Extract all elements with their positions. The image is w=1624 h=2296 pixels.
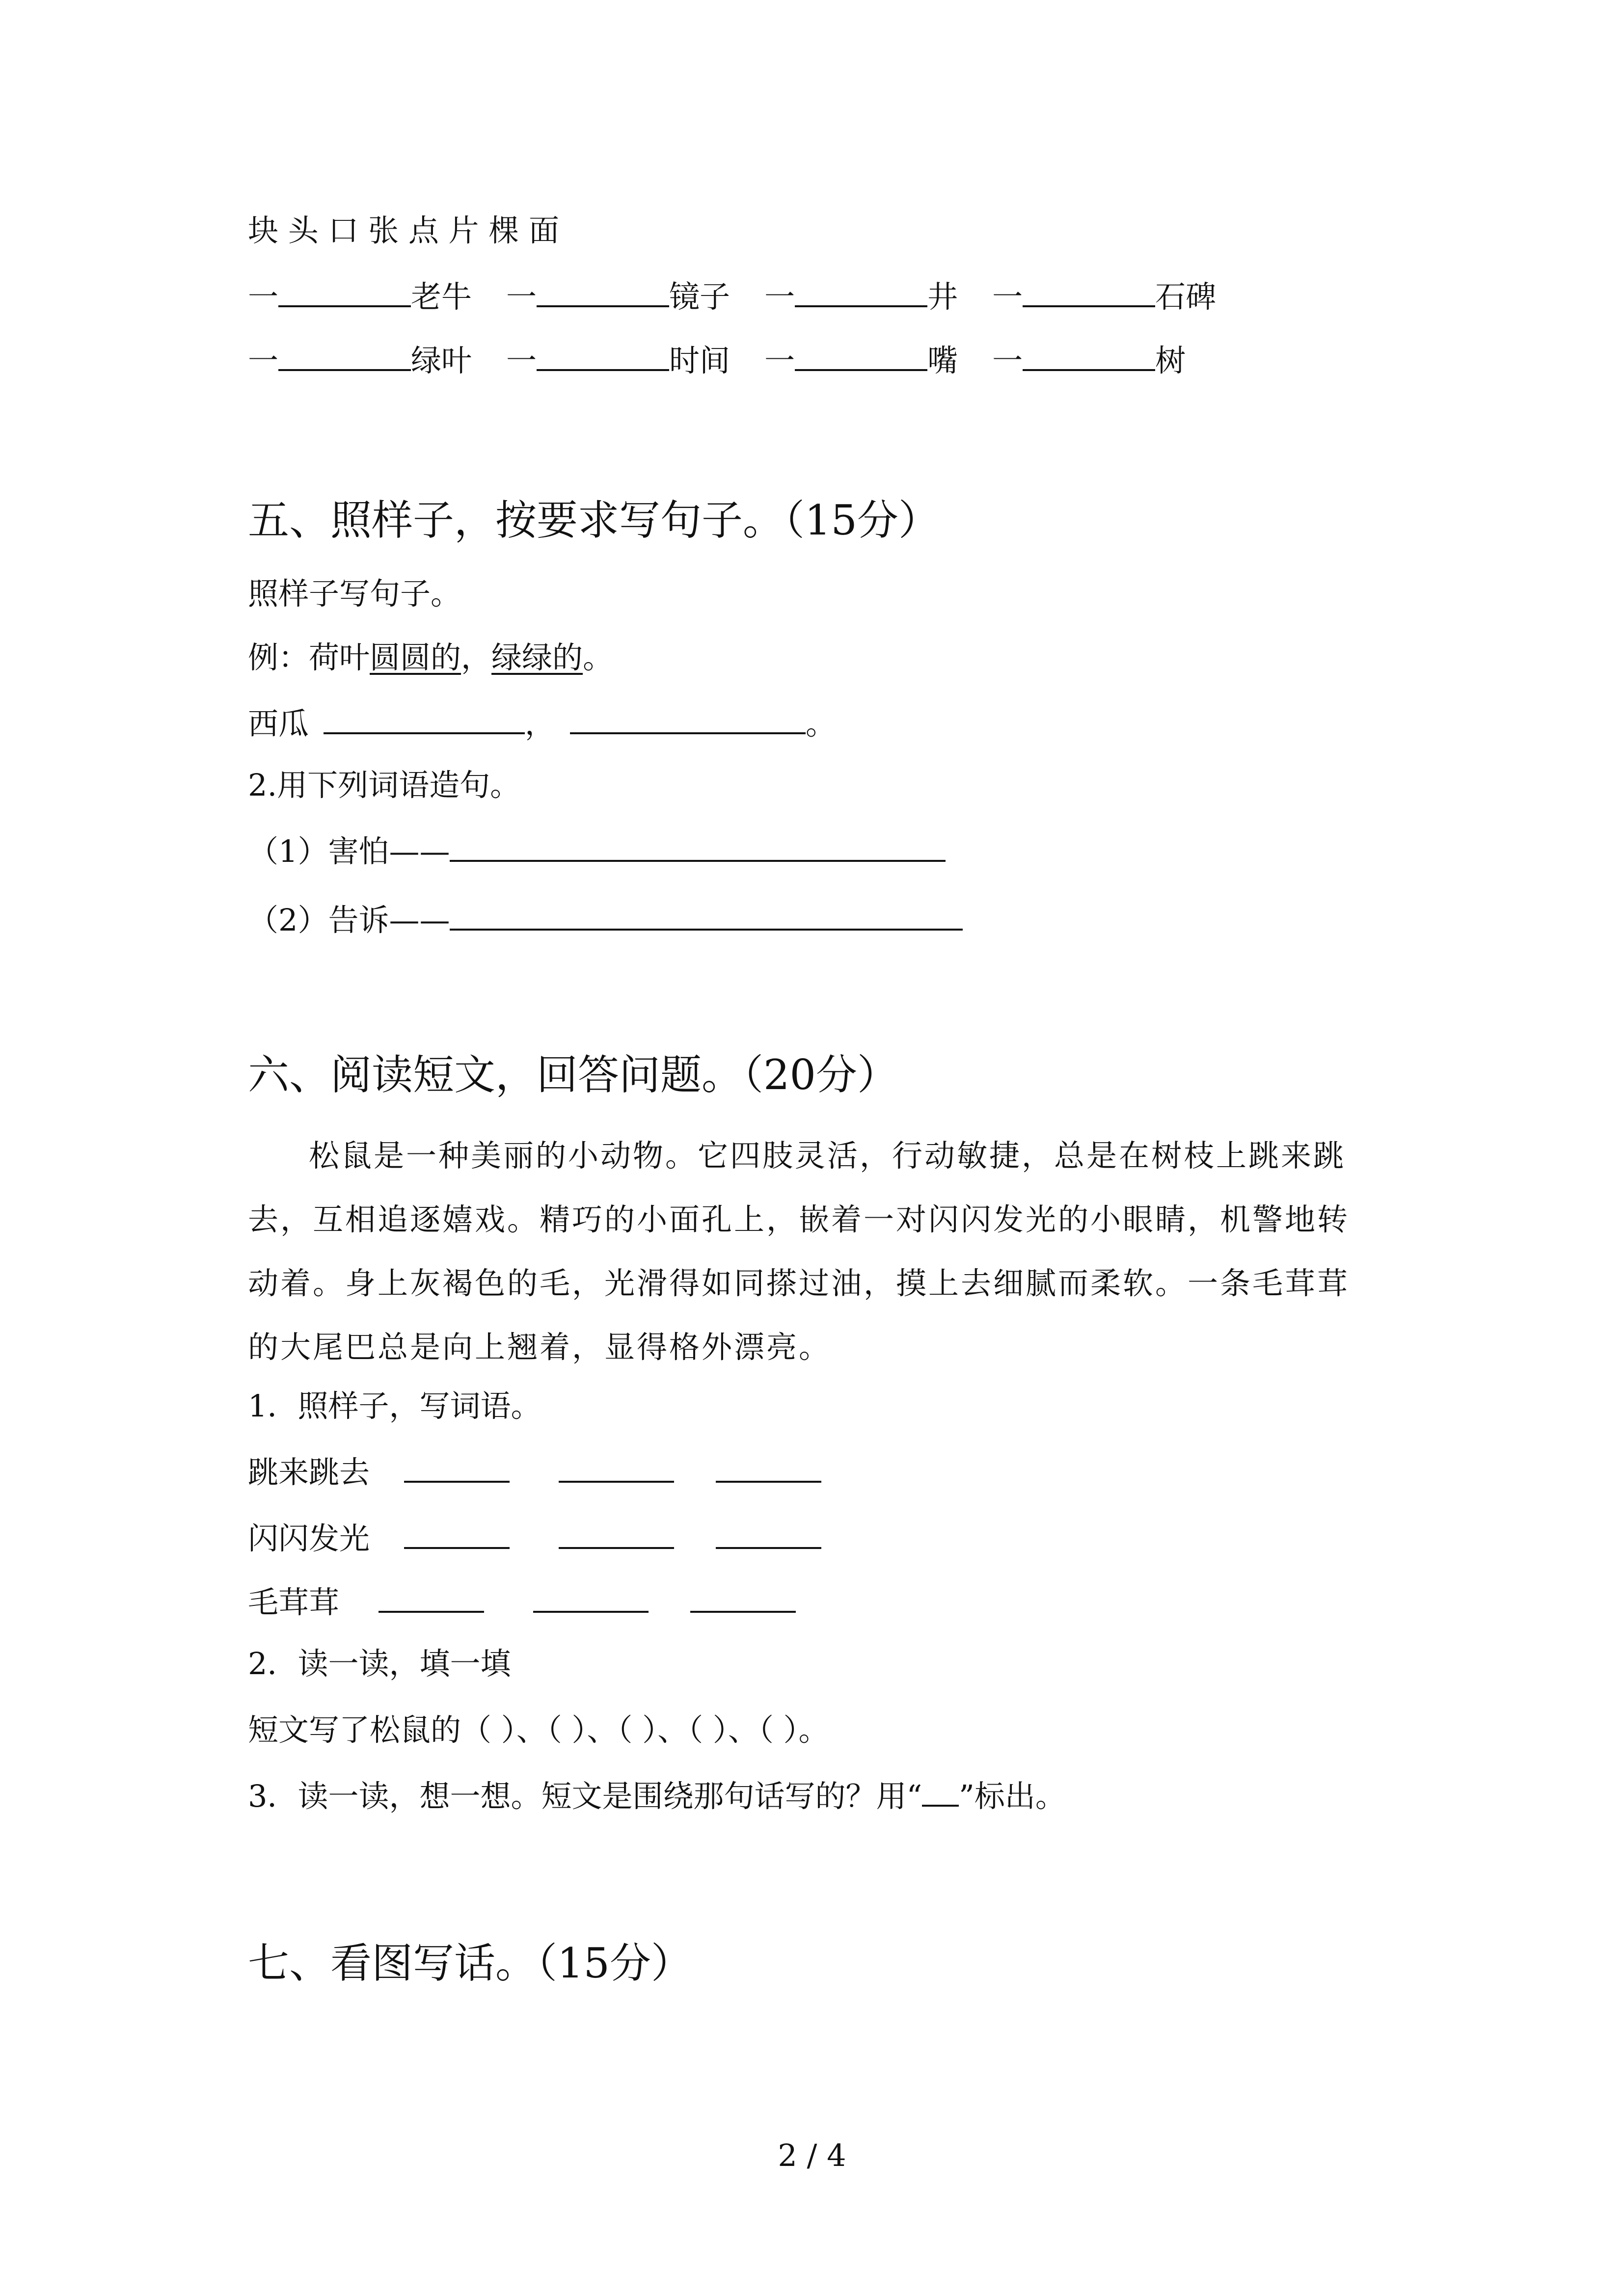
section-6-title: 六、阅读短文，回答问题。（20分）: [248, 1051, 898, 1099]
example-sentence: 例：荷叶圆圆的，绿绿的。: [248, 640, 614, 675]
word-pattern-row-3: 毛茸茸: [248, 1580, 796, 1622]
answer-blank[interactable]: [450, 898, 963, 931]
section-6-q1: 1．照样子，写词语。: [248, 1388, 541, 1424]
answer-blank[interactable]: [533, 1580, 649, 1613]
answer-blank[interactable]: [278, 275, 411, 307]
sentence-item-1: （1）害怕——: [248, 829, 946, 871]
answer-blank[interactable]: [795, 275, 927, 307]
noun: 绿叶: [411, 343, 472, 378]
underline-sample: [922, 1774, 959, 1807]
prefix: 一: [992, 279, 1023, 315]
noun: 嘴: [927, 343, 958, 378]
underlined-word: 绿绿的: [491, 640, 583, 675]
answer-blank[interactable]: [537, 275, 669, 307]
measure-word-row-1: [248, 275, 1216, 317]
section-6-q2: 2．读一读，填一填: [248, 1646, 511, 1682]
prefix: 一: [506, 279, 537, 315]
answer-blank[interactable]: [559, 1450, 674, 1483]
answer-blank[interactable]: [537, 339, 669, 371]
noun: 树: [1155, 343, 1186, 378]
answer-blank[interactable]: [690, 1580, 796, 1613]
word-pattern-row-1: 跳来跳去: [248, 1450, 821, 1492]
answer-blank[interactable]: [324, 702, 525, 734]
section-6-q3: 3．读一读，想一想。短文是围绕那句话写的？用“ ”标出。: [248, 1774, 1066, 1816]
section-5-q1-instruction: 照样子写句子。: [248, 576, 461, 612]
prefix: 一: [764, 279, 795, 315]
noun: 镜子: [669, 279, 731, 315]
noun: 老牛: [411, 279, 472, 315]
reading-passage: 松鼠是一种美丽的小动物。它四肢灵活，行动敏捷，总是在树枝上跳来跳去，互相追逐嬉戏。精巧的小面孔上，嵌着一对闪闪发光的小眼睛，机警地转动着。身上灰褐色的毛，光滑得如同搽过油，摸上去细腻而柔软。一条毛茸茸的大尾巴总是向上翘着，显得格外漂亮。: [248, 1138, 1350, 1365]
noun: 井: [927, 279, 958, 315]
answer-blank[interactable]: [1023, 275, 1155, 307]
section-5-title: 五、照样子，按要求写句子。（15分）: [248, 496, 940, 544]
underlined-word: 圆圆的: [370, 640, 461, 675]
answer-blank[interactable]: [716, 1517, 821, 1549]
answer-blank[interactable]: [795, 339, 927, 371]
answer-blank[interactable]: [379, 1580, 484, 1613]
prefix: 一: [248, 279, 279, 315]
measure-word-row-2: [248, 339, 1186, 380]
answer-blank[interactable]: [559, 1517, 674, 1549]
section-6-q2-fill: 短文写了松鼠的（ ）、（ ）、（ ）、（ ）、（ ）。: [248, 1712, 829, 1748]
answer-blank[interactable]: [716, 1450, 821, 1483]
prefix: 一: [248, 343, 279, 378]
noun: 石碑: [1155, 279, 1217, 315]
answer-blank[interactable]: [450, 829, 946, 862]
prefix: 一: [506, 343, 537, 378]
sentence-item-2: （2）告诉——: [248, 898, 963, 940]
answer-blank[interactable]: [404, 1450, 510, 1483]
prefix: 一: [764, 343, 795, 378]
answer-blank[interactable]: [570, 702, 806, 734]
section-5-q2-instruction: 2.用下列词语造句。: [248, 767, 521, 803]
word-bank: 块 头 口 张 点 片 棵 面: [248, 213, 559, 248]
noun: 时间: [669, 343, 731, 378]
answer-blank[interactable]: [1023, 339, 1155, 371]
word-pattern-row-2: 闪闪发光: [248, 1517, 821, 1558]
answer-blank[interactable]: [404, 1517, 510, 1549]
answer-blank[interactable]: [278, 339, 411, 371]
page-number: 2 / 4: [778, 2137, 846, 2173]
section-7-title: 七、看图写话。（15分）: [248, 1939, 692, 1987]
prefix: 一: [992, 343, 1023, 378]
fill-sentence: 西瓜 ， 。: [248, 702, 836, 744]
